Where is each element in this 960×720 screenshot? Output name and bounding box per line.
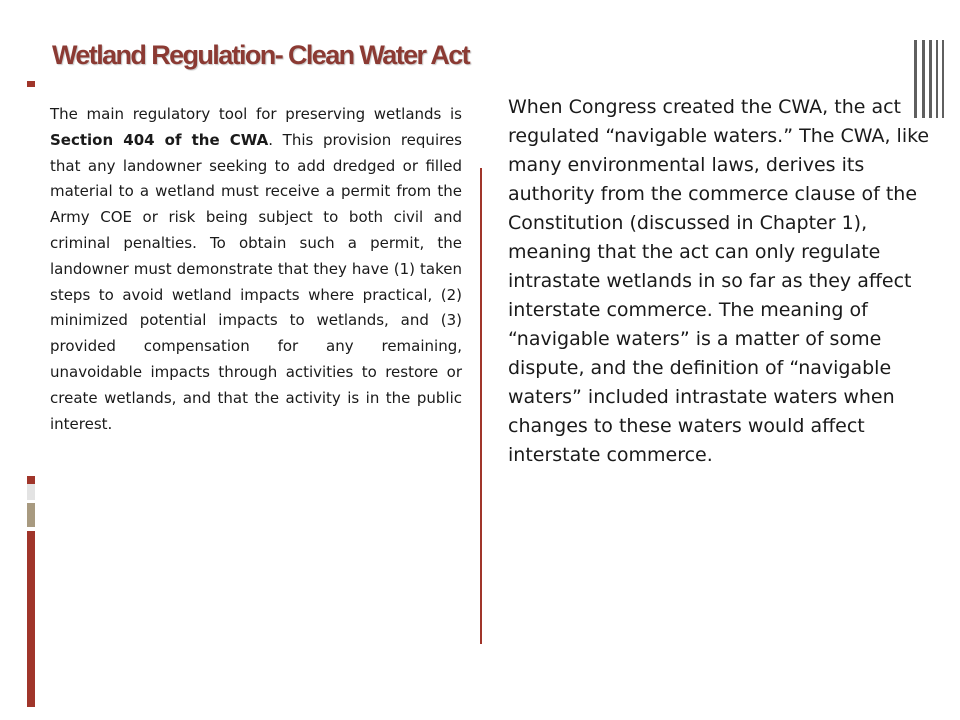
left-text-bold: Section 404 of the CWA	[50, 130, 269, 149]
left-accent-bar-tan	[27, 503, 35, 527]
left-accent-bar-red-small	[27, 476, 35, 484]
left-accent-bar-red-long	[27, 531, 35, 707]
slide-title: Wetland Regulation- Clean Water Act	[52, 40, 470, 70]
left-text-rest: . This provision requires that any landowner seeking to add dredged or filled material to a wetland must receive a permit from the Army COE or risk being subject to both civil and criminal penalties. To obtain such a permit, the landowner must demonstrate that they have (1) taken steps to avoid wetland impacts where practical, (2) minimized potential impacts to wetlands, and (3) provided compensation for any remaining, unavoidable impacts through activities to restore or create wetlands, and that the activity is in the public interest.	[50, 130, 462, 433]
decorative-bar	[942, 40, 944, 118]
left-text-intro: The main regulatory tool for preserving wetlands is	[50, 105, 462, 123]
right-body-text: When Congress created the CWA, the act regulated “navigable waters.” The CWA, like many environmental laws, derives its authority from the commerce clause of the Constitution (discussed in Chapter 1), meaning that the act can only regulate intrastate wetlands in so far as they affect interstate commerce. The meaning of “navigable waters” is a matter of some dispute, and the definition of “navigable waters” included intrastate waters when changes to these waters would affect interstate commerce.	[508, 96, 930, 466]
left-accent-bar-light	[27, 484, 35, 500]
left-body-text	[50, 102, 462, 437]
decorative-bar	[936, 40, 938, 118]
left-accent-bar-top	[27, 81, 35, 87]
column-divider	[480, 168, 482, 644]
